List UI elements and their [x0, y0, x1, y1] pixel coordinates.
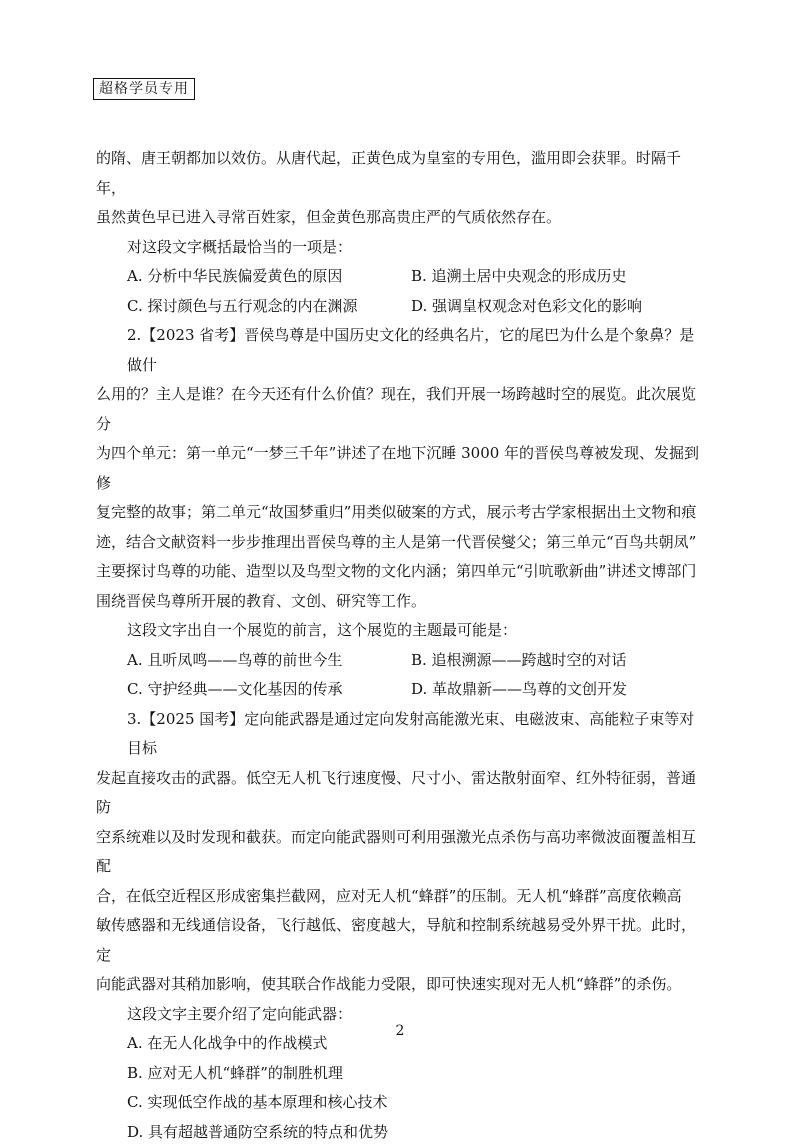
- q2-question: 这段文字出自一个展览的前言，这个展览的主题最可能是：: [96, 616, 708, 646]
- q1-line: 虽然黄色早已进入寻常百姓家，但金黄色那高贵庄严的气质依然存在。: [96, 203, 708, 233]
- q3-passage: [96, 705, 708, 1000]
- q1-option-a[interactable]: A. 分析中华民族偏爱黄色的原因: [96, 262, 411, 292]
- q2-line: 复完整的故事；第二单元“故国梦重归”用类似破案的方式，展示考古学家根据出土文物和痕: [96, 498, 708, 528]
- q2-option-a[interactable]: A. 且听凤鸣——鸟尊的前世今生: [96, 646, 411, 676]
- q1-option-b[interactable]: B. 追溯土居中央观念的形成历史: [411, 262, 627, 292]
- q2-line: 为四个单元：第一单元“一梦三千年”讲述了在地下沉睡 3000 年的晋侯鸟尊被发现、发掘到修: [96, 439, 708, 498]
- q2-option-c[interactable]: C. 守护经典——文化基因的传承: [96, 675, 411, 705]
- q3-line: 3.【2025 国考】定向能武器是通过定向发射高能激光束、电磁波束、高能粒子束等对目标: [96, 705, 708, 764]
- q3-option-a[interactable]: A. 在无人化战争中的作战模式: [96, 1029, 708, 1059]
- q3-question: 这段文字主要介绍了定向能武器：: [96, 1000, 708, 1030]
- header-label: 超格学员专用: [93, 78, 195, 100]
- q2-options-row-1: [96, 646, 708, 676]
- q3-option-b[interactable]: B. 应对无人机“蜂群”的制胜机理: [96, 1059, 708, 1089]
- q3-option-d[interactable]: D. 具有超越普通防空系统的特点和优势: [96, 1118, 708, 1147]
- content-body: [96, 144, 708, 1147]
- q2-line: 么用的？主人是谁？在今天还有什么价值？现在，我们开展一场跨越时空的展览。此次展览分: [96, 380, 708, 439]
- q1-option-d[interactable]: D. 强调皇权观念对色彩文化的影响: [411, 292, 642, 322]
- q3-line: 合，在低空近程区形成密集拦截网，应对无人机“蜂群”的压制。无人机“蜂群”高度依赖高: [96, 882, 708, 912]
- q2-option-d[interactable]: D. 革故鼎新——鸟尊的文创开发: [411, 675, 627, 705]
- page-number: 2: [0, 1023, 800, 1039]
- q2-line: 围绕晋侯鸟尊所开展的教育、文创、研究等工作。: [96, 587, 708, 617]
- q2-passage: [96, 321, 708, 616]
- q2-line: 2.【2023 省考】晋侯鸟尊是中国历史文化的经典名片，它的尾巴为什么是个象鼻？是做什: [96, 321, 708, 380]
- q3-line: 敏传感器和无线通信设备，飞行越低、密度越大，导航和控制系统越易受外界干扰。此时，定: [96, 911, 708, 970]
- q1-question: 对这段文字概括最恰当的一项是：: [96, 233, 708, 263]
- q1-passage: [96, 144, 708, 233]
- q2-line: 主要探讨鸟尊的功能、造型以及鸟型文物的文化内涵；第四单元“引吭歌新曲”讲述文博部门: [96, 557, 708, 587]
- q1-option-c[interactable]: C. 探讨颜色与五行观念的内在渊源: [96, 292, 411, 322]
- q1-options-row-2: [96, 292, 708, 322]
- q3-line: 发起直接攻击的武器。低空无人机飞行速度慢、尺寸小、雷达散射面窄、红外特征弱，普通防: [96, 764, 708, 823]
- q1-options-row-1: [96, 262, 708, 292]
- q3-line: 向能武器对其稍加影响，使其联合作战能力受限，即可快速实现对无人机“蜂群”的杀伤。: [96, 970, 708, 1000]
- q2-option-b[interactable]: B. 追根溯源——跨越时空的对话: [411, 646, 627, 676]
- q3-option-c[interactable]: C. 实现低空作战的基本原理和核心技术: [96, 1088, 708, 1118]
- q2-options-row-2: [96, 675, 708, 705]
- q2-line: 迹，结合文献资料一步步推理出晋侯鸟尊的主人是第一代晋侯燮父；第三单元“百鸟共朝凤”: [96, 528, 708, 558]
- q1-line: 的隋、唐王朝都加以效仿。从唐代起，正黄色成为皇室的专用色，滥用即会获罪。时隔千年，: [96, 144, 708, 203]
- q3-line: 空系统难以及时发现和截获。而定向能武器则可利用强激光点杀伤与高功率微波面覆盖相互配: [96, 823, 708, 882]
